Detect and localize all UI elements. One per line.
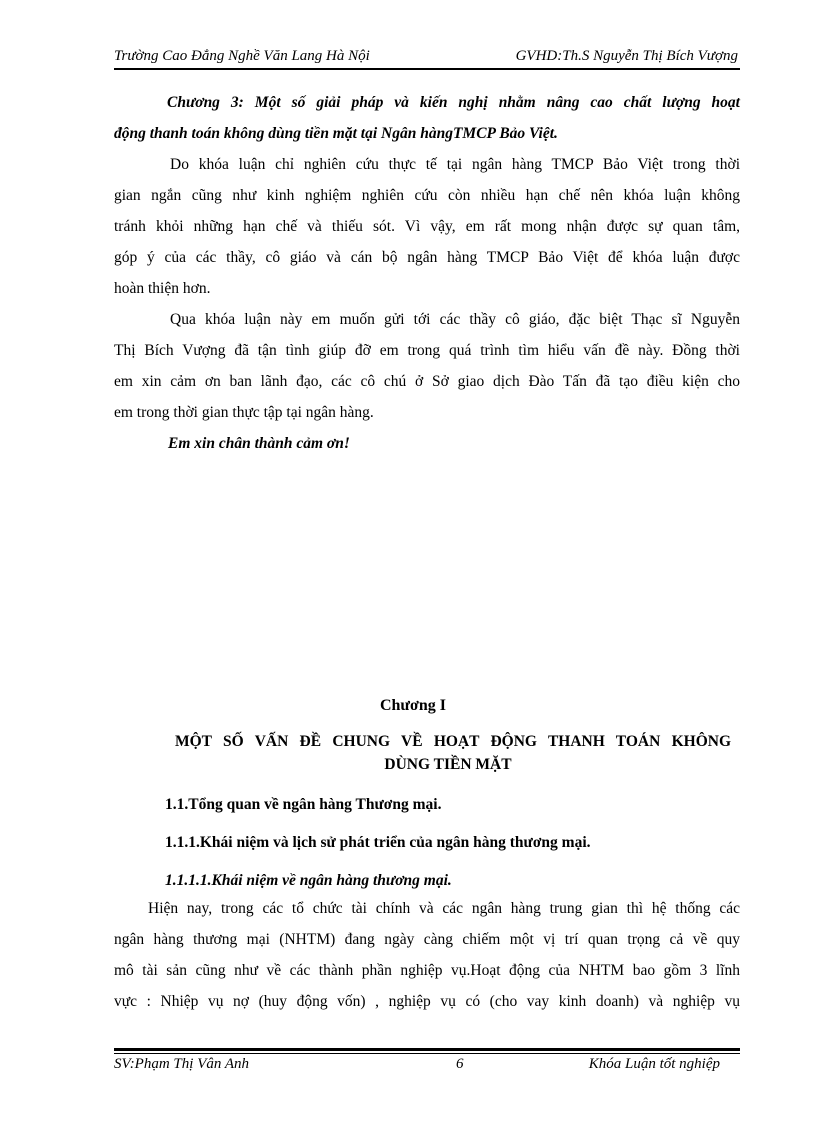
thanks-line: Em xin chân thành cảm ơn!	[168, 435, 350, 452]
chapter3-title-line1: Chương 3: Một số giải pháp và kiến nghị nhằm nâng cao chất lượng hoạt	[167, 94, 740, 111]
body-line: Hiện nay, trong các tổ chức tài chính và các ngân hàng trung gian thì hệ thống các	[148, 900, 740, 917]
body-line: ngân hàng thương mại (NHTM) đang ngày càng chiếm một vị trí quan trọng cả về quy	[114, 931, 740, 948]
heading-1-1-1-1: 1.1.1.1.Khái niệm về ngân hàng thương mại.	[165, 872, 452, 889]
header-school: Trường Cao Đẳng Nghề Văn Lang Hà Nội	[114, 48, 370, 64]
page-number: 6	[456, 1056, 464, 1072]
heading-1-1: 1.1.Tổng quan về ngân hàng Thương mại.	[165, 796, 442, 813]
header-rule	[114, 68, 740, 70]
chapter-number: Chương I	[379, 697, 447, 714]
header-supervisor: GVHD:Th.S Nguyễn Thị Bích Vượng	[515, 48, 738, 64]
footer-doc-type: Khóa Luận tốt nghiệp	[588, 1056, 720, 1072]
para1-line: gian ngắn cũng như kinh nghiệm nghiên cứu còn nhiều hạn chế nên khóa luận không	[114, 187, 740, 204]
heading-1-1-1: 1.1.1.Khái niệm và lịch sử phát triển của ngân hàng thương mại.	[165, 834, 591, 851]
para2-line: em xin cảm ơn ban lãnh đạo, các cô chú ở Sở giao dịch Đào Tấn đã tạo điều kiện cho	[114, 373, 740, 390]
body-line: vực : Nhiệp vụ nợ (huy động vốn) , nghiệp vụ có (cho vay kinh doanh) và nghiệp vụ	[114, 993, 740, 1010]
para1-line: Do khóa luận chỉ nghiên cứu thực tế tại ngân hàng TMCP Bảo Việt trong thời	[170, 156, 740, 173]
footer-rule-thick	[114, 1048, 740, 1051]
chapter3-title-line2: động thanh toán không dùng tiền mặt tại Ngân hàngTMCP Bảo Việt.	[114, 125, 558, 142]
para1-line: tránh khỏi những hạn chế và thiếu sót. Vì vậy, em rất mong nhận được sự quan tâm,	[114, 218, 740, 235]
body-line: mô tài sản cũng như về các thành phần nghiệp vụ.Hoạt động của NHTM bao gồm 3 lĩnh	[114, 962, 740, 979]
footer-student: SV:Phạm Thị Vân Anh	[114, 1056, 249, 1072]
chapter-title-line1: MỘT SỐ VẤN ĐỀ CHUNG VỀ HOẠT ĐỘNG THANH TOÁN KHÔNG	[175, 733, 731, 750]
footer-rule-thin	[114, 1053, 740, 1054]
chapter-title-line2: DÙNG TIỀN MẶT	[384, 756, 512, 773]
para1-line: hoàn thiện hơn.	[114, 280, 211, 297]
para2-line: Qua khóa luận này em muốn gửi tới các thầy cô giáo, đặc biệt Thạc sĩ Nguyễn	[170, 311, 740, 328]
para2-line: Thị Bích Vượng đã tận tình giúp đỡ em trong quá trình tìm hiểu vấn đề này. Đồng thời	[114, 342, 740, 359]
para2-line: em trong thời gian thực tập tại ngân hàng.	[114, 404, 374, 421]
para1-line: góp ý của các thầy, cô giáo và cán bộ ngân hàng TMCP Bảo Việt để khóa luận được	[114, 249, 740, 266]
